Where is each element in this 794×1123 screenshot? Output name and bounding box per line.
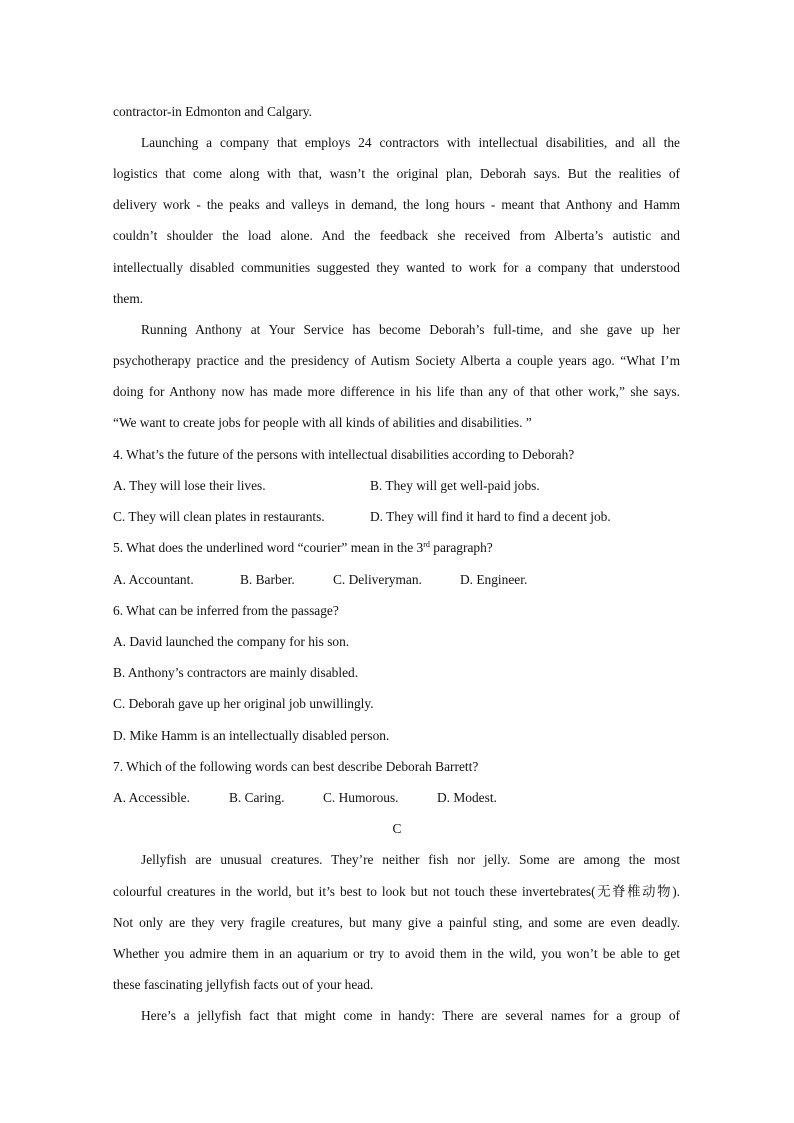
question-4-option-d: D. They will find it hard to find a decent job. [370,509,611,524]
question-7-option-c: C. Humorous. [323,790,399,805]
question-6-stem: 6. What can be inferred from the passage? [113,603,339,618]
question-7-option-d: D. Modest. [437,790,497,805]
question-6-option-b: B. Anthony’s contractors are mainly disabled. [113,665,359,680]
question-7-option-b: B. Caring. [229,790,285,805]
question-7-option-a: A. Accessible. [113,790,190,805]
question-6-option-d: D. Mike Hamm is an intellectually disabled person. [113,728,390,743]
section-heading: C [392,821,402,836]
question-5-stem-text: 5. What does the underlined word “courier” mean in the 3 [113,540,424,555]
passage-c-line: Not only are they very fragile creatures, but many give a painful sting, and some are even deadly. [113,915,680,930]
question-5-stem-text-end: paragraph? [429,540,493,555]
passage-b-line: couldn’t shoulder the load alone. And the feedback she received from Alberta’s autistic and [113,228,680,243]
question-4-option-b: B. They will get well-paid jobs. [370,478,540,493]
question-5-option-c: C. Deliveryman. [333,572,422,587]
passage-b-line: Launching a company that employs 24 contractors with intellectual disabilities, and all the [141,135,680,150]
passage-c-line: colourful creatures in the world, but it’s best to look but not touch these invertebrates(无脊椎动物). [113,884,680,899]
question-4-option-c: C. They will clean plates in restaurants. [113,509,325,524]
passage-c-line: these fascinating jellyfish facts out of your head. [113,977,374,992]
passage-b-line: delivery work - the peaks and valleys in demand, the long hours - meant that Anthony and Hamm [113,197,680,212]
passage-b-line: psychotherapy practice and the presidency of Autism Society Alberta a couple years ago. “What I’m [113,353,680,368]
passage-b-line: them. [113,291,144,306]
question-7-stem: 7. Which of the following words can best describe Deborah Barrett? [113,759,479,774]
question-5-option-a: A. Accountant. [113,572,194,587]
question-5-option-d: D. Engineer. [460,572,528,587]
question-6-option-a: A. David launched the company for his son. [113,634,350,649]
question-5-option-b: B. Barber. [240,572,295,587]
question-5-stem [113,538,680,558]
question-4-stem: 4. What’s the future of the persons with intellectual disabilities according to Deborah? [113,447,575,462]
passage-c-line: Jellyfish are unusual creatures. They’re neither fish nor jelly. Some are among the most [141,852,680,867]
passage-b-line: “We want to create jobs for people with all kinds of abilities and disabilities. ” [113,415,532,430]
passage-b-line: logistics that come along with that, wasn’t the original plan, Deborah says. But the realities of [113,166,680,181]
passage-b-line: intellectually disabled communities suggested they wanted to work for a company that understood [113,260,680,275]
passage-b-line: contractor-in Edmonton and Calgary. [113,104,312,119]
question-5-stem-superscript: rd [423,540,430,549]
passage-c-line: Here’s a jellyfish fact that might come in handy: There are several names for a group of [141,1008,680,1023]
passage-c-line: Whether you admire them in an aquarium or try to avoid them in the wild, you won’t be able to get [113,946,680,961]
question-4-option-a: A. They will lose their lives. [113,478,266,493]
question-6-option-c: C. Deborah gave up her original job unwillingly. [113,696,374,711]
passage-b-line: doing for Anthony now has made more difference in his life than any of that other work,” she says. [113,384,680,399]
passage-b-line: Running Anthony at Your Service has become Deborah’s full-time, and she gave up her [141,322,680,337]
